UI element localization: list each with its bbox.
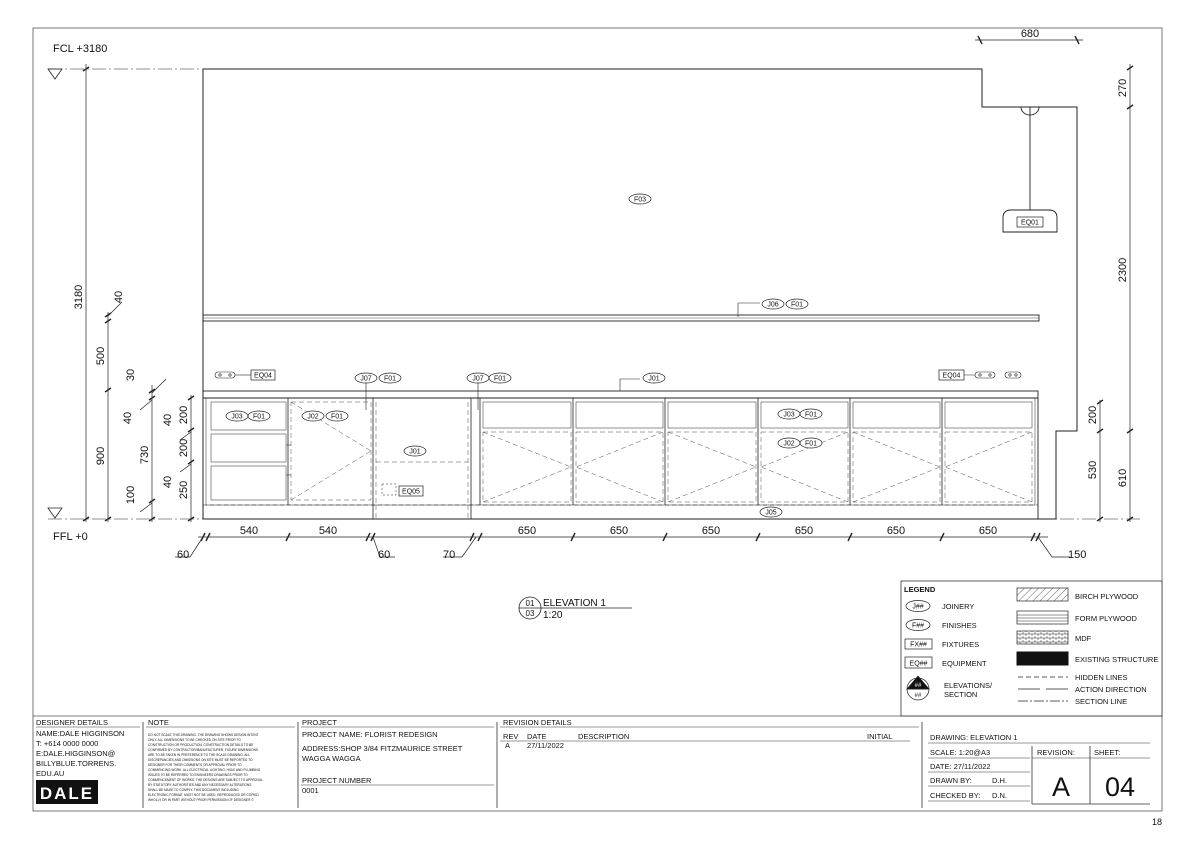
designer-email-1: E:DALE.HIGGINSON@ — [36, 749, 116, 758]
dim-500: 500 — [95, 346, 107, 366]
note-line: COMMENCING WORK. ALL ELECTRICAL LIGHTING, HVAC AND PLUMBING — [148, 768, 261, 772]
swatch-mdf — [1017, 631, 1068, 644]
dim-730: 730 — [139, 445, 151, 465]
legend-title: LEGEND — [904, 585, 936, 594]
page-number: 18 — [1152, 817, 1163, 827]
legend-code-finishes: F## — [911, 622, 925, 630]
dim-650: 650 — [886, 525, 906, 537]
drawn-by-value: D.H. — [992, 776, 1007, 785]
sheet-number: 04 — [1104, 772, 1136, 802]
legend-hidden-lines: HIDDEN LINES — [1075, 673, 1128, 682]
elevation-drawing — [48, 69, 1140, 519]
legend-code-equipment: EQ## — [909, 660, 928, 668]
dim-30: 30 — [125, 368, 137, 382]
dim-40: 40 — [162, 413, 174, 427]
dim-650: 650 — [701, 525, 721, 537]
swatch-form-plywood — [1017, 611, 1068, 624]
dale-logo — [36, 780, 98, 804]
legend-code-elev-top: ## — [914, 683, 922, 689]
note-line: ONLY. ALL DIMENSIONS TO BE CHECKED ON SITE PRIOR TO — [148, 738, 241, 742]
label-f01: F01 — [804, 411, 818, 419]
note-heading: NOTE — [148, 718, 169, 727]
note-line: DO NOT SCALE THIS DRAWING. THE DRAWING SHOWS DESIGN INTENT — [148, 733, 259, 737]
label-j02: J02 — [307, 413, 319, 421]
label-j07: J07 — [472, 375, 484, 383]
rev-col-description: DESCRIPTION — [578, 732, 630, 741]
designer-email-2: BILLYBLUE.TORRENS. — [36, 759, 117, 768]
rev-row-date: 27/11/2022 — [527, 741, 564, 750]
dim-40: 40 — [122, 411, 134, 425]
swatch-birch-plywood — [1017, 588, 1068, 601]
note-line: COMMENCEMENT OF WORKS. THE DESIGNS ARE SUBJECT TO APPROVAL — [148, 778, 263, 782]
legend-label-joinery: JOINERY — [942, 602, 975, 611]
dim-40: 40 — [113, 290, 125, 304]
revision-value: A — [1051, 772, 1071, 802]
label-j02: J02 — [783, 440, 795, 448]
note-line: BY STATUTORY AUTHORITIES AND ANY NECESSARY ALTERATIONS — [148, 783, 252, 787]
label-j03: J03 — [783, 411, 795, 419]
label-j07: J07 — [360, 375, 372, 383]
sheet-label: SHEET: — [1094, 748, 1121, 757]
ffl-level-marker — [48, 508, 62, 518]
project-number-heading: PROJECT NUMBER — [302, 776, 372, 785]
project-name: PROJECT NAME: FLORIST REDESIGN — [302, 730, 438, 739]
label-f03: F03 — [633, 196, 647, 204]
rev-col-rev: REV — [503, 732, 519, 741]
label-f01: F01 — [252, 413, 266, 421]
label-eq04-left: EQ04 — [254, 372, 272, 380]
dim-200: 200 — [178, 405, 190, 425]
drawing-date: DATE: 27/11/2022 — [930, 762, 991, 771]
dim-530: 530 — [1087, 460, 1099, 480]
drawn-by-label: DRAWN BY: — [930, 776, 972, 785]
rev-row-rev: A — [505, 741, 511, 750]
note-line: ELECTRONIC FORMAT, MUST NOT BE USED, REPRODUCED OR COPIED — [148, 793, 259, 797]
label-f01: F01 — [493, 375, 507, 383]
revision-label: REVISION: — [1037, 748, 1075, 757]
label-j06: J06 — [767, 301, 779, 309]
checked-by-value: D.N. — [992, 791, 1007, 800]
dim-540: 540 — [239, 525, 259, 537]
legend-code-elev-bottom: ## — [914, 693, 922, 699]
label-f01: F01 — [804, 440, 818, 448]
elevation-name: ELEVATION 1 — [543, 598, 606, 609]
designer-email-3: EDU.AU — [36, 769, 65, 778]
label-j01: J01 — [648, 375, 660, 383]
label-j03: J03 — [231, 413, 243, 421]
dim-250: 250 — [178, 480, 190, 500]
note-line: ARE TO BE TAKEN IN PREFERENCE TO THE SCALE DRAWING. ALL — [148, 753, 251, 757]
label-eq04-right: EQ04 — [942, 372, 961, 380]
dim-650: 650 — [517, 525, 537, 537]
dim-40: 40 — [162, 475, 174, 489]
dim-3180: 3180 — [73, 284, 85, 310]
level-fcl: FCL +3180 — [53, 43, 108, 55]
note-line: CONFIRMED BY CONTRACTOR/MANUFACTURER. FIGURE DIMENSIONS — [148, 748, 259, 752]
elevation-ref-bottom: 03 — [525, 609, 535, 618]
drawing-name: DRAWING: ELEVATION 1 — [930, 733, 1018, 742]
label-f01: F01 — [330, 413, 344, 421]
legend-action-direction: ACTION DIRECTION — [1075, 685, 1147, 694]
legend-label-fixtures: FIXTURES — [942, 640, 980, 649]
dim-900: 900 — [95, 446, 107, 466]
note-line: CONSTRUCTION OR PRODUCTION. CONSTRUCTION DETAILS TO BE — [148, 743, 254, 747]
dim-100: 100 — [125, 485, 137, 505]
legend-mdf: MDF — [1075, 634, 1092, 643]
dimension-labels — [73, 28, 1129, 561]
legend-section-line: SECTION LINE — [1075, 697, 1128, 706]
dimension-lines — [83, 36, 1133, 557]
project-heading: PROJECT — [302, 718, 338, 727]
legend-existing-structure: EXISTING STRUCTURE — [1075, 655, 1159, 664]
legend-code-fixtures: FX## — [910, 641, 927, 649]
note-line: DESIGNER FOR THEIR COMMENTS OR APPROVAL PRIOR TO — [148, 763, 242, 767]
dim-650: 650 — [794, 525, 814, 537]
dim-60: 60 — [177, 549, 190, 561]
legend-birch-plywood: BIRCH PLYWOOD — [1075, 592, 1139, 601]
dim-680: 680 — [1020, 28, 1040, 40]
elevation-title — [519, 597, 632, 621]
fcl-level-marker — [48, 69, 62, 79]
legend-label-section: SECTION — [944, 690, 978, 699]
checked-by-label: CHECKED BY: — [930, 791, 981, 800]
note-line: ISSUES TO BE REFERRED TO ENGINEERS DRAWINGS PRIOR TO — [148, 773, 248, 777]
dim-650: 650 — [609, 525, 629, 537]
dim-60: 60 — [378, 549, 391, 561]
dim-70: 70 — [443, 549, 456, 561]
legend-code-joinery: J## — [912, 603, 924, 611]
designer-phone: T: +614 0000 0000 — [36, 739, 99, 748]
designer-name: NAME:DALE HIGGINSON — [36, 729, 125, 738]
dim-2300: 2300 — [1117, 257, 1129, 283]
label-f01: F01 — [790, 301, 804, 309]
rev-col-date: DATE — [527, 732, 547, 741]
label-eq01: EQ01 — [1021, 219, 1039, 227]
dim-610: 610 — [1117, 468, 1129, 488]
revision-heading: REVISION DETAILS — [503, 718, 572, 727]
dim-540: 540 — [318, 525, 338, 537]
note-line: DISCREPANCIES AND OMISSIONS ON SITE MUST BE REPORTED TO — [148, 758, 253, 762]
title-block — [36, 718, 1150, 808]
dim-150: 150 — [1068, 549, 1087, 561]
label-j05: J05 — [765, 509, 777, 517]
logo-text: DALE — [39, 784, 95, 803]
dim-200: 200 — [1087, 405, 1099, 425]
dim-200: 200 — [178, 438, 190, 458]
project-number: 0001 — [302, 786, 319, 795]
legend-label-equipment: EQUIPMENT — [942, 659, 987, 668]
legend — [901, 581, 1162, 716]
project-address-1: ADDRESS:SHOP 3/84 FITZMAURICE STREET — [302, 744, 463, 753]
designer-heading: DESIGNER DETAILS — [36, 718, 108, 727]
label-eq05: EQ05 — [402, 488, 420, 496]
legend-form-plywood: FORM PLYWOOD — [1075, 614, 1137, 623]
note-line: WHOLLY OR IN PART WITHOUT PRIOR PERMISSION OF DESIGNER © — [148, 798, 254, 802]
legend-label-finishes: FINISHES — [942, 621, 977, 630]
project-address-2: WAGGA WAGGA — [302, 754, 361, 763]
drawing-scale: SCALE: 1:20@A3 — [930, 748, 991, 757]
rev-col-initial: INITIAL — [867, 732, 893, 741]
level-ffl: FFL +0 — [53, 531, 88, 543]
label-f01: F01 — [383, 375, 397, 383]
label-j01: J01 — [409, 448, 421, 456]
dim-650: 650 — [978, 525, 998, 537]
swatch-existing-structure — [1017, 652, 1068, 665]
elevation-scale: 1:20 — [543, 610, 563, 621]
dim-270: 270 — [1117, 78, 1129, 98]
note-line: SHALL BE MADE TO COMPLY. THIS DOCUMENT INCLUDING — [148, 788, 239, 792]
legend-label-elevations: ELEVATIONS/ — [944, 681, 993, 690]
elevation-ref-top: 01 — [525, 599, 535, 608]
